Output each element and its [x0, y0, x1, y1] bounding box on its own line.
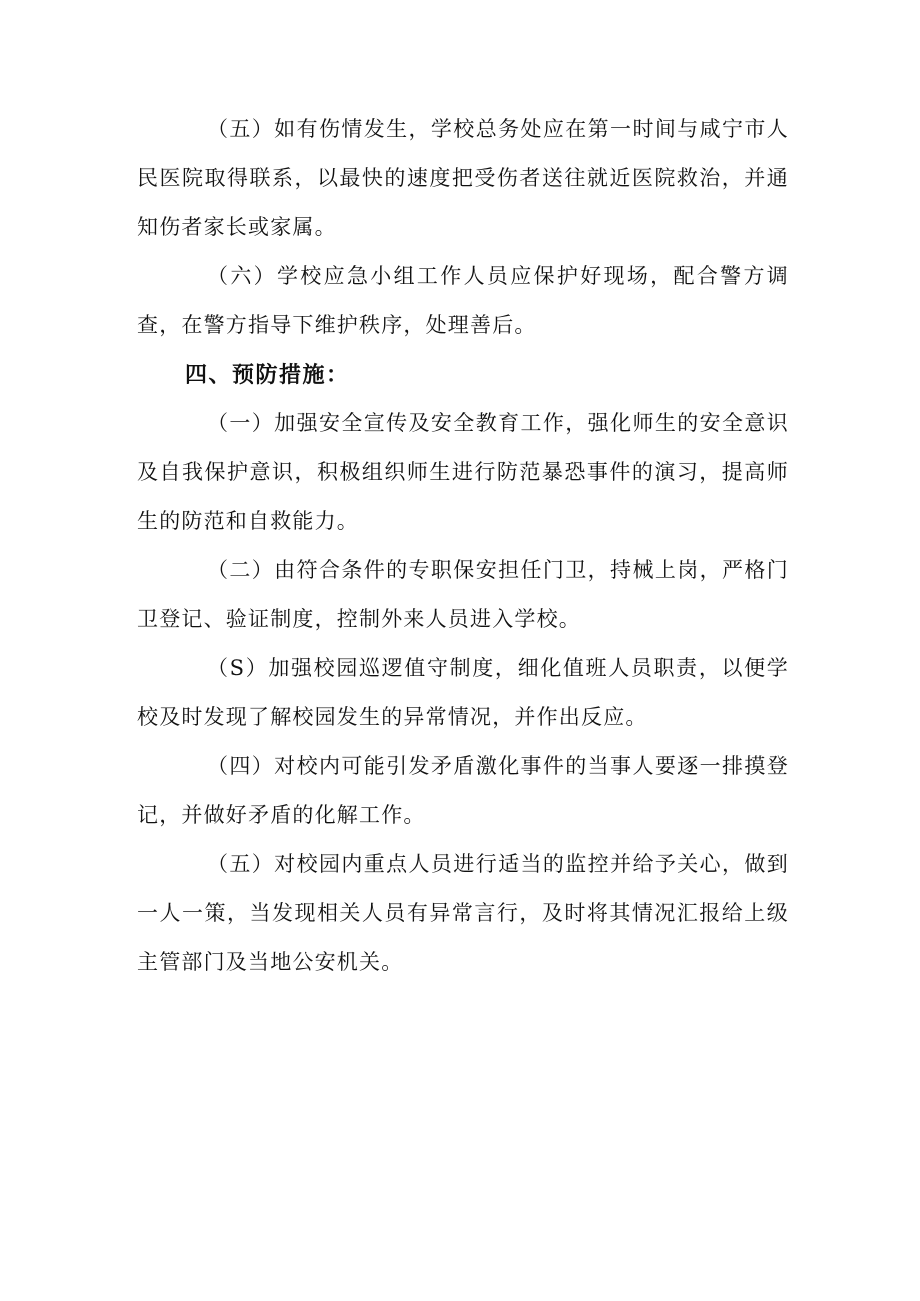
paragraph-conflict-resolution: （四）对校内可能引发矛盾激化事件的当事人要逐一排摸登记，并做好矛盾的化解工作。: [137, 754, 789, 827]
paragraph-injury-response: （五）如有伤情发生，学校总务处应在第一时间与咸宁市人民医院取得联系，以最快的速度把受伤者送往就近医院救治，并通知伤者家长或家属。: [137, 117, 789, 239]
paragraph-campus-patrol: （S）加强校园巡逻值守制度，细化值班人员职责，以便学校及时发现了解校园发生的异常情况，并作出反应。: [137, 656, 789, 729]
paragraph-security-guard: （二）由符合条件的专职保安担任门卫，持械上岗，严格门卫登记、验证制度，控制外来人员进入学校。: [137, 558, 789, 631]
section-heading-prevention: 四、预防措施：: [185, 363, 350, 388]
paragraph-key-personnel: （五）对校园内重点人员进行适当的监控并给予关心，做到一人一策，当发现相关人员有异常言行，及时将其情况汇报给上级主管部门及当地公安机关。: [137, 852, 789, 974]
paragraph-scene-protection: （六）学校应急小组工作人员应保护好现场，配合警方调查，在警方指导下维护秩序，处理善后。: [137, 264, 789, 337]
paragraph-safety-education: （一）加强安全宣传及安全教育工作，强化师生的安全意识及自我保护意识，积极组织师生进行防范暴恐事件的演习，提高师生的防范和自救能力。: [137, 411, 789, 533]
